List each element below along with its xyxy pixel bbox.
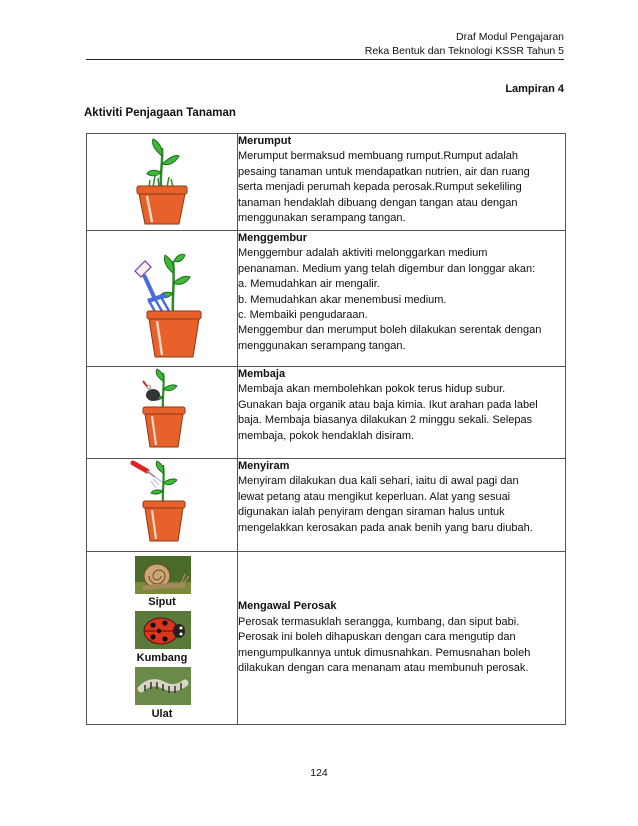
potted-plant-with-weeds-icon [87, 134, 237, 230]
activity-text-line: mengelakkan kerosakan pada anak benih yang baru diubah. [238, 521, 533, 534]
activity-text-line: baja. Membaja biasanya dilakukan 2 minggu sekali. Selepas [238, 414, 533, 427]
activity-text-line: tanaman hendaklah dibuang dengan tangan atau dengan [238, 196, 518, 209]
pest-gallery [87, 552, 237, 724]
activity-description [238, 367, 566, 459]
hand-fork-in-pot-icon [87, 231, 237, 366]
activity-description [238, 552, 566, 725]
header-divider [86, 59, 564, 60]
appendix-label: Lampiran 4 [505, 83, 564, 95]
activity-text-line: membaja, pokok hendaklah disiram. [238, 429, 415, 442]
image-cell [87, 231, 238, 367]
pest-label-snail: Siput [148, 596, 176, 608]
activity-description [238, 231, 566, 367]
activity-text-line: dilakukan dengan cara menanam atau membunuh perosak. [238, 662, 529, 675]
activity-text-line: a. Memudahkan air mengalir. [238, 278, 380, 291]
activity-title: Membaja [238, 368, 286, 380]
pest-label-beetle: Kumbang [136, 652, 188, 664]
page-header [365, 30, 564, 58]
activity-title: Menyiram [238, 460, 290, 472]
activity-text-line: Gunakan baja organik atau baja kimia. Ikut arahan pada label [238, 398, 538, 411]
pest-label-caterpillar: Ulat [151, 708, 173, 720]
activity-text-line: Membaja akan membolehkan pokok terus hidup subur. [238, 383, 506, 396]
snail-photo [135, 556, 191, 594]
watering-can-pot-icon [87, 459, 237, 551]
image-cell [87, 459, 238, 552]
activity-text-line: menggunakan serampang tangan. [238, 212, 406, 225]
activity-text-line: Perosak termasuklah serangga, kumbang, dan siput babi. [238, 615, 520, 628]
caterpillar-photo [135, 667, 191, 705]
activity-text-line: c. Membaiki pengudaraan. [238, 309, 368, 322]
table-row [87, 552, 566, 725]
activity-text-line: mengumpulkannya untuk dimusnahkan. Pemusnahan boleh [238, 646, 531, 659]
activity-title: Merumput [238, 135, 292, 147]
activity-text-line: digunakan ialah penyiram dengan siraman halus untuk [238, 506, 505, 519]
activity-title: Menggembur [238, 232, 308, 244]
table-row [87, 134, 566, 231]
activity-text-line: b. Memudahkan akar menembusi medium. [238, 293, 447, 306]
activity-text-line: pesaing tanaman untuk mendapatkan nutrien, air dan ruang [238, 165, 530, 178]
header-course-title: Reka Bentuk dan Teknologi KSSR Tahun 5 [364, 45, 564, 57]
activity-text-line: penanaman. Medium yang telah digembur dan longgar akan: [238, 262, 536, 275]
activity-text-line: serta menjadi perumah kepada perosak.Rumput sekeliling [238, 181, 522, 194]
page-number: 124 [310, 767, 328, 779]
pest-images-cell [87, 552, 238, 725]
header-module-title: Draf Modul Pengajaran [456, 31, 564, 43]
activity-text-line: Menggembur adalah aktiviti melonggarkan medium [238, 247, 488, 260]
activity-text-line: Menyiram dilakukan dua kali sehari, iaitu di awal pagi dan [238, 475, 519, 488]
activity-text-line: Perosak ini boleh dihapuskan dengan cara mengutip dan [238, 631, 516, 644]
activity-text-line: lewat petang atau mengikut keperluan. Alat yang sesuai [238, 490, 511, 503]
activities-table [86, 133, 566, 725]
activity-text-line: Merumput bermaksud membuang rumput.Rumput adalah [238, 150, 519, 163]
table-row [87, 231, 566, 367]
image-cell [87, 367, 238, 459]
section-title: Aktiviti Penjagaan Tanaman [84, 107, 236, 119]
ladybird-photo [135, 611, 191, 649]
table-row [87, 367, 566, 459]
activity-text-line: menggunakan serampang tangan. [238, 339, 406, 352]
fertilizer-pot-icon [87, 367, 237, 458]
activity-title: Mengawal Perosak [238, 600, 337, 613]
activity-description [238, 134, 566, 231]
table-row [87, 459, 566, 552]
activity-description [238, 459, 566, 552]
image-cell [87, 134, 238, 231]
activity-text-line: Menggembur dan merumput boleh dilakukan serentak dengan [238, 324, 542, 337]
